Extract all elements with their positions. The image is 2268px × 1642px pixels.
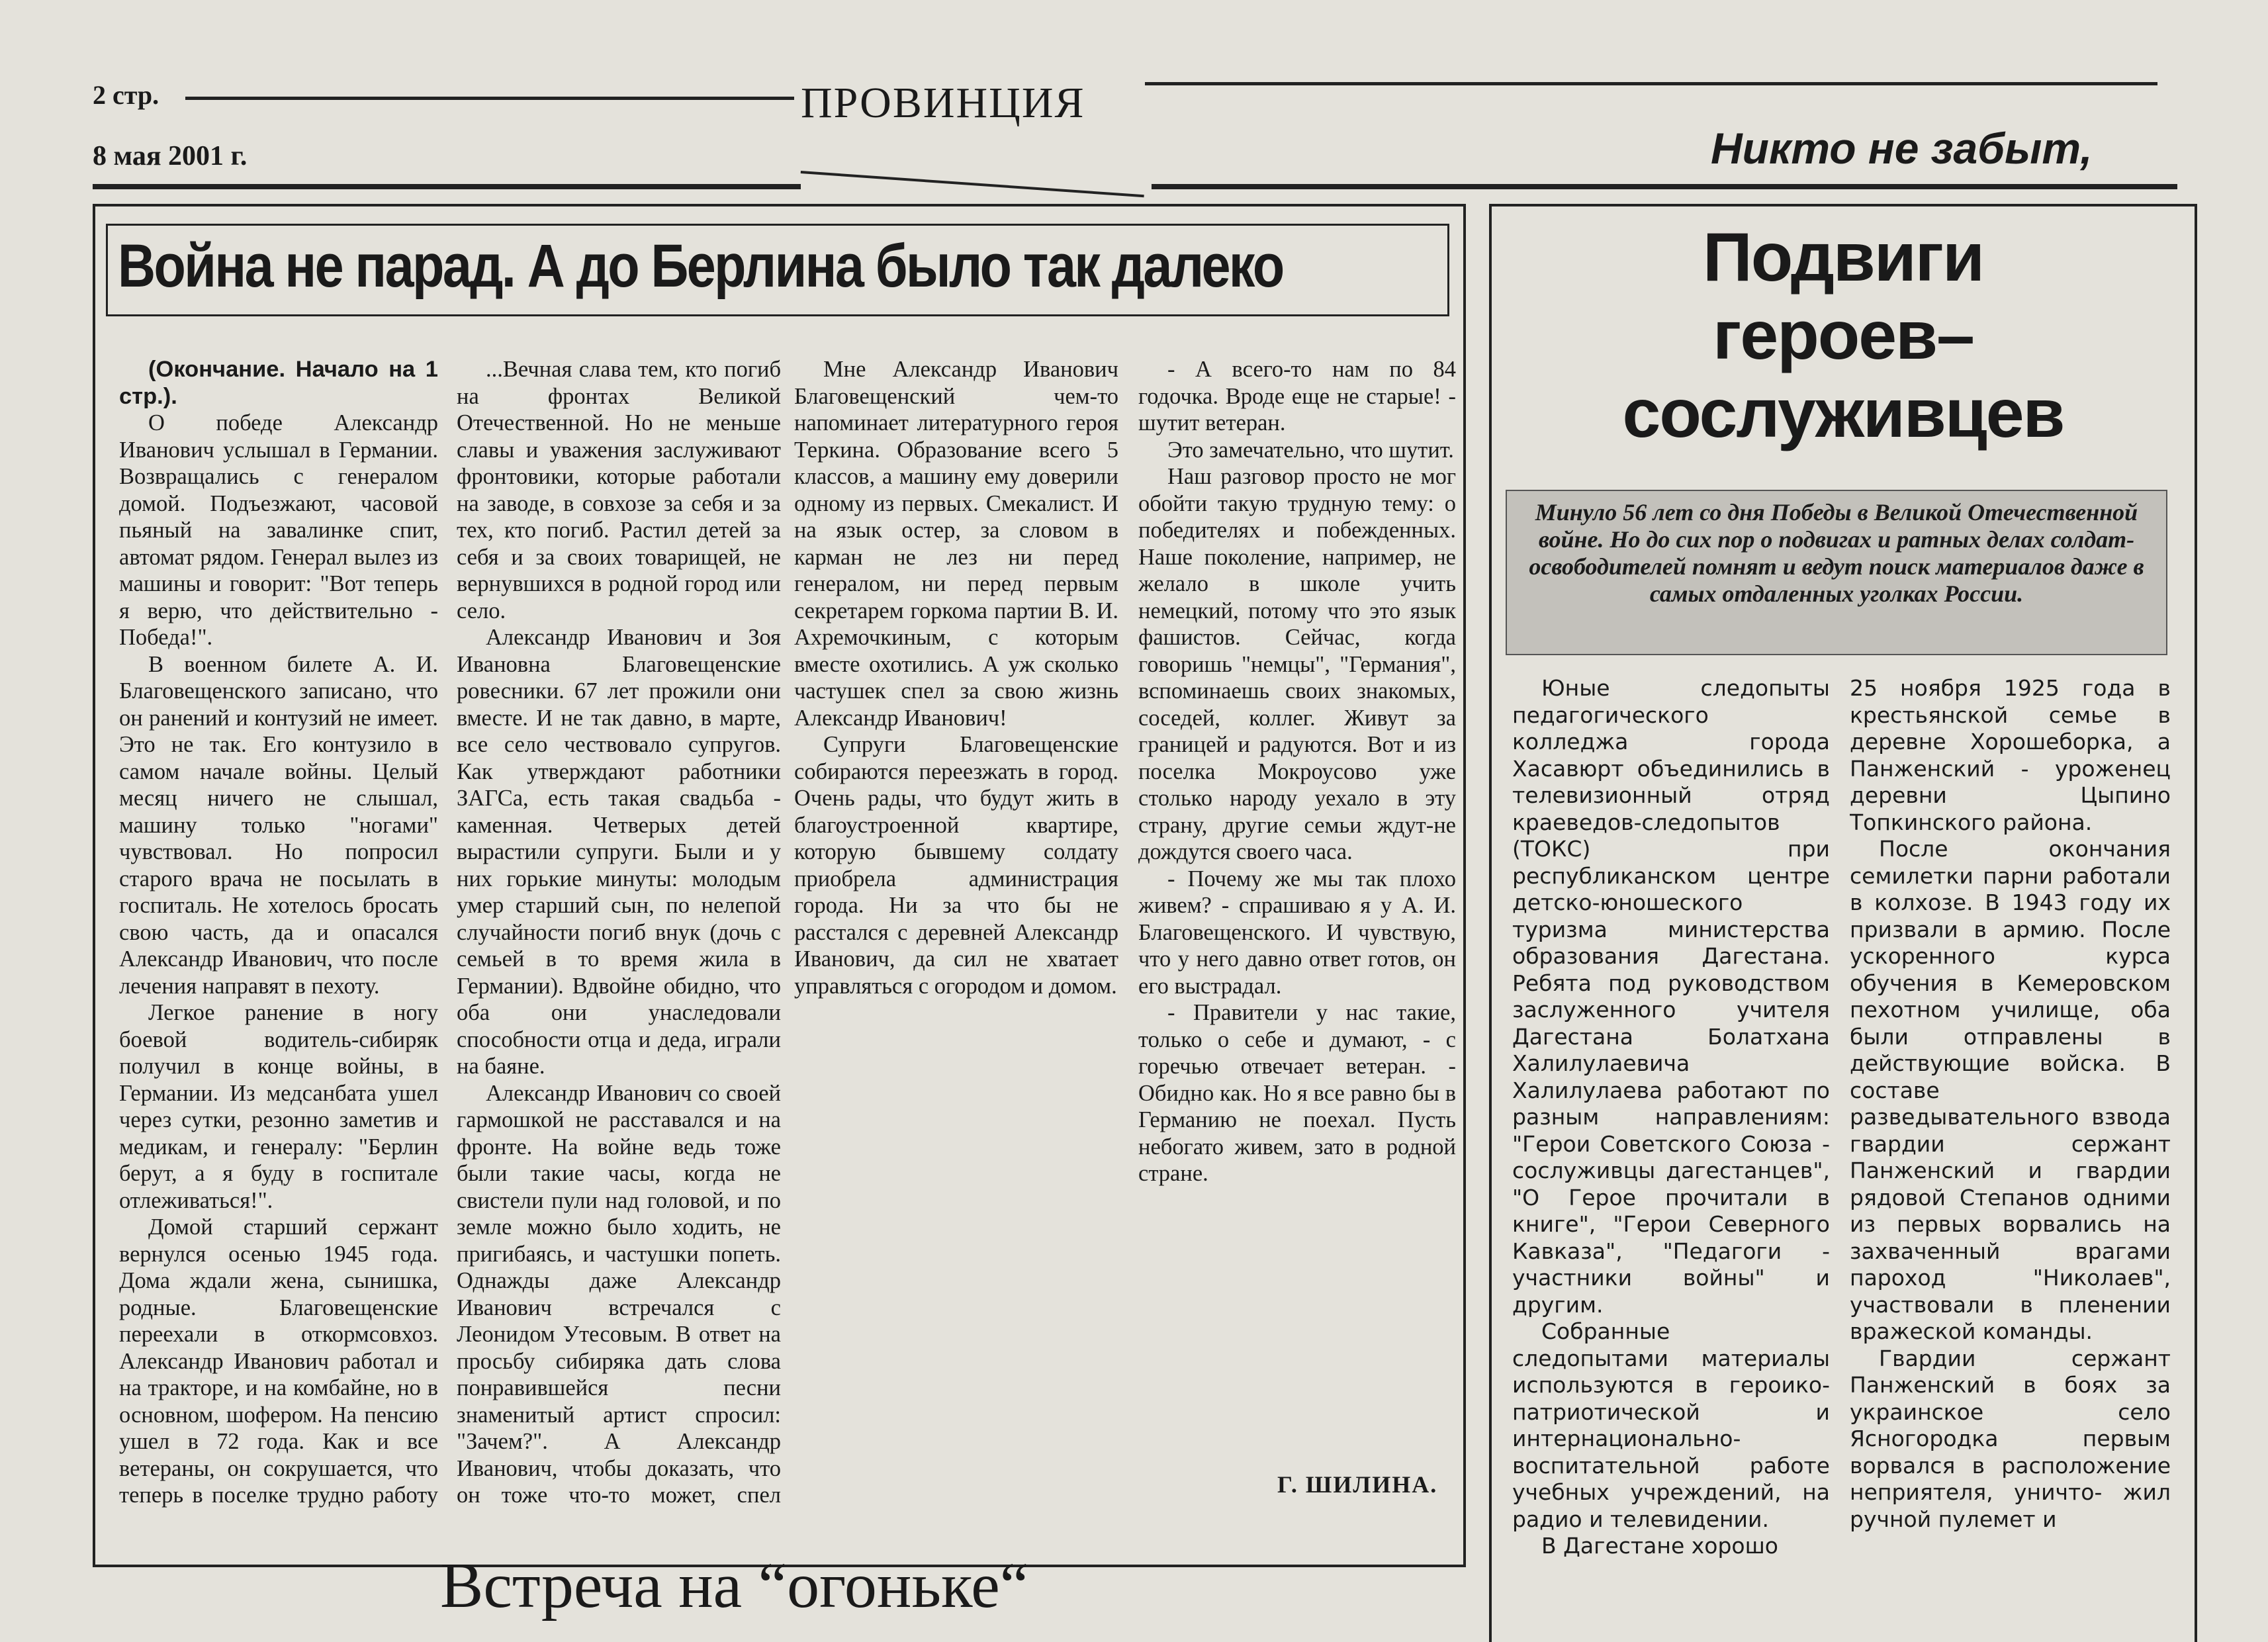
title-line: героев– (1713, 297, 1973, 374)
left-article-title: Война не парад. А до Берлина было так далеко (118, 232, 1283, 300)
right-article-lead: Минуло 56 лет со дня Победы в Великой Отечественной войне. Но до сих пор о подвигах и ратных делах солдат-освободителей помнят и ведут поиск материалов даже в самых отдаленных уголках России. (1506, 490, 2167, 655)
left-article-column-2 (457, 356, 781, 1508)
header-rule-diagonal (801, 171, 1144, 197)
title-line: Подвиги (1702, 219, 1984, 296)
paragraph: Домой старший сержант вернулся осенью 1945 года. Дома ждали жена, сынишка, родные. Благовещенские переехали в откормсовхоз. Александр Иванович работал и на тракторе, и на комбайне, но в основном, шофером. На пенсию ушел в 72 года. Как и все ветераны, он сокрушается, что теперь в поселке трудно работу (119, 1214, 438, 1508)
paragraph: Легкое ранение в ногу боевой водитель-сибиряк получил в конце войны, в Германии. Из медсанбата ушел через сутки, резонно заметив и медикам, и генералу: "Берлин берут, а я буду в госпитале отлеживаться!". (119, 1000, 438, 1213)
paragraph: В Дагестане хорошо (1541, 1533, 1778, 1559)
paragraph: Собранные следопытами материалы используются в героико-патриотической и интернационально-воспитательной работе учебных учреждений, на радио и телевидении. (1512, 1318, 1830, 1532)
right-article-column-1 (1512, 675, 1830, 1635)
paragraph: Супруги Благовещенские собираются переезжать в город. Очень рады, что будут жить в благоустроенной квартире, которую бывшему солдату приобрела администрация города. Ни за что бы не расстался с деревней Александр Иванович, да сил не хватает управляться с огородом и домом. (794, 732, 1118, 999)
bottom-headline: Встреча на “огоньке“ (440, 1550, 1029, 1621)
left-article-column-3 (794, 356, 1118, 1508)
header-rule-date (93, 184, 801, 189)
page-number: 2 стр. (93, 80, 159, 110)
paragraph: Наш разговор просто не мог обойти такую трудную тему: о победителях и побежденных. Наше поколение, например, не желало в школе учить немецкий, потому что это язык фашистов. Сейчас, когда говоришь "немцы", "Германия", вспоминаешь своих знакомых, соседей, коллег. Живут за границей и радуются. Вот и из поселка Мокроусово уже столько народу уехало в эту страну, другие семьи ждут-не дождутся своего часа. (1138, 464, 1456, 864)
title-line: сослуживцев (1622, 375, 2064, 452)
paragraph: - Правители у нас такие, только о себе и думают, - с горечью отвечает ветеран. - Обидно как. Но я все равно бы в Германию не поехал. Пусть небогато живем, зато в родной стране. (1138, 1000, 1456, 1186)
paragraph: Гвардии сержант Панженский в боях за украинское село Ясногородка первым ворвался в расположение неприятеля, уничто- жил ручной пулемет и (1850, 1345, 2171, 1532)
paragraph: - Почему же мы так плохо живем? - спрашиваю я у А. И. Благовещенского. И чувствую, что у него давно ответ готов, он его выстрадал. (1138, 866, 1456, 999)
rubric: Никто не забыт, (1711, 124, 2093, 173)
right-article-title (1496, 218, 2191, 453)
paragraph: О победе Александр Иванович услышал в Германии. Возвращались с генералом домой. Подъезжают, часовой пьяный на завалинке спит, автомат рядом. Генерал вылез из машины и говорит: "Вот теперь я верю, что действительно - Победа!". (119, 410, 438, 650)
paragraph: Мне Александр Иванович Благовещенский чем-то напоминает литературного героя Теркина. Образование всего 5 классов, а машину ему доверили одному из первых. Смекалист. И на язык остер, за словом в карман не лез ни перед генералом, ни перед первым секретарем горкома партии В. И. Ахремочкиным, с которым вместе охотились. А уж сколько частушек спел за свою жизнь Александр Иванович! (794, 357, 1118, 731)
article-intro: (Окончание. Начало на 1 стр.). (119, 357, 438, 409)
paragraph: 25 ноября 1925 года в крестьянской семье в деревне Хорошеборка, а Панженский - уроженец деревни Цыпино Топкинского района. (1850, 675, 2171, 835)
header-rule-top-right (1145, 82, 2157, 85)
header-rule-right (1152, 184, 2177, 189)
header-rule-top-left (185, 97, 794, 100)
paragraph: После окончания семилетки парни работали в колхозе. В 1943 году их призвали в армию. После ускоренного курса обучения в Кемеровском пехотном училище, оба были отправлены в действующие войска. В составе разведывательного взвода гвардии сержант Панженский и гвардии рядовой Степанов одними из первых ворвались на захваченный врагами пароход "Николаев", участвовали в пленении вражеской команды. (1850, 836, 2171, 1344)
paragraph: Александр Иванович и Зоя Ивановна Благовещенские ровесники. 67 лет прожили они вместе. И не так давно, в марте, все село чествовало супругов. Как утверждают работники ЗАГСа, есть такая свадьба - каменная. Четверых детей вырастили супруги. Были и у них горькие минуты: молодым умер старший сын, по нелепой случайности погиб внук (дочь с семьей в то время жила в Германии). Вдвойне обидно, что оба они унаследовали способности отца и деда, играли на баяне. (457, 625, 781, 1079)
issue-date: 8 мая 2001 г. (93, 141, 248, 171)
paragraph: ...Вечная слава тем, кто погиб на фронтах Великой Отечественной. Но не меньше славы и уважения заслуживают фронтовики, которые работали на заводе, в совхозе за себя и за тех, кто погиб. Растил детей за себя и за своих товарищей, не вернувшихся в родной город или село. (457, 357, 781, 623)
paragraph: Это замечательно, что шутит. (1167, 437, 1454, 463)
left-article-column-4 (1138, 356, 1456, 1481)
paragraph: Юные следопыты педагогического колледжа города Хасавюрт объединились в телевизионный отряд краеведов-следопытов (ТОКС) при республиканском центре детско-юношеского туризма министерства образования Дагестана. Ребята под руководством заслуженного учителя Дагестана Болатхана Халилулаевича Халилулаева работают по разным направлениям: "Герои Советского Союза - сослуживцы дагестанцев", "О Герое прочитали в книге", "Герои Северного Кавказа", "Педагоги - участники войны" и другим. (1512, 675, 1830, 1318)
paragraph: В военном билете А. И. Благовещенского записано, что он ранений и контузий не имеет. Это не так. Его контузило в самом начале войны. Целый месяц ничего не слышал, машину только "ногами" чувствовал. Но попросил старого врача не посылать в госпиталь. Не хотелось бросать свою часть, да и опасался Александр Иванович, что после лечения направят в пехоту. (119, 651, 438, 999)
paragraph: - А всего-то нам по 84 годочка. Вроде еще не старые! - шутит ветеран. (1138, 357, 1456, 435)
paragraph: Александр Иванович со своей гармошкой не расставался и на фронте. На войне ведь тоже были такие часы, когда не свистели пули над головой, и по земле можно было ходить, не пригибаясь, и частушки попеть. Однажды даже Александр Иванович встречался с Леонидом Утесовым. В ответ на просьбу сибиряка дать слова понравившейся песни знаменитый артист спросил: "Зачем?". А Александр Иванович, чтобы доказать, что он тоже что-то может, спел (457, 1080, 781, 1508)
section-title: ПРОВИНЦИЯ (801, 79, 1085, 127)
right-article-column-2 (1850, 675, 2171, 1635)
left-article-column-1 (119, 356, 438, 1508)
author-signature: Г. ШИЛИНА. (1277, 1471, 1438, 1498)
